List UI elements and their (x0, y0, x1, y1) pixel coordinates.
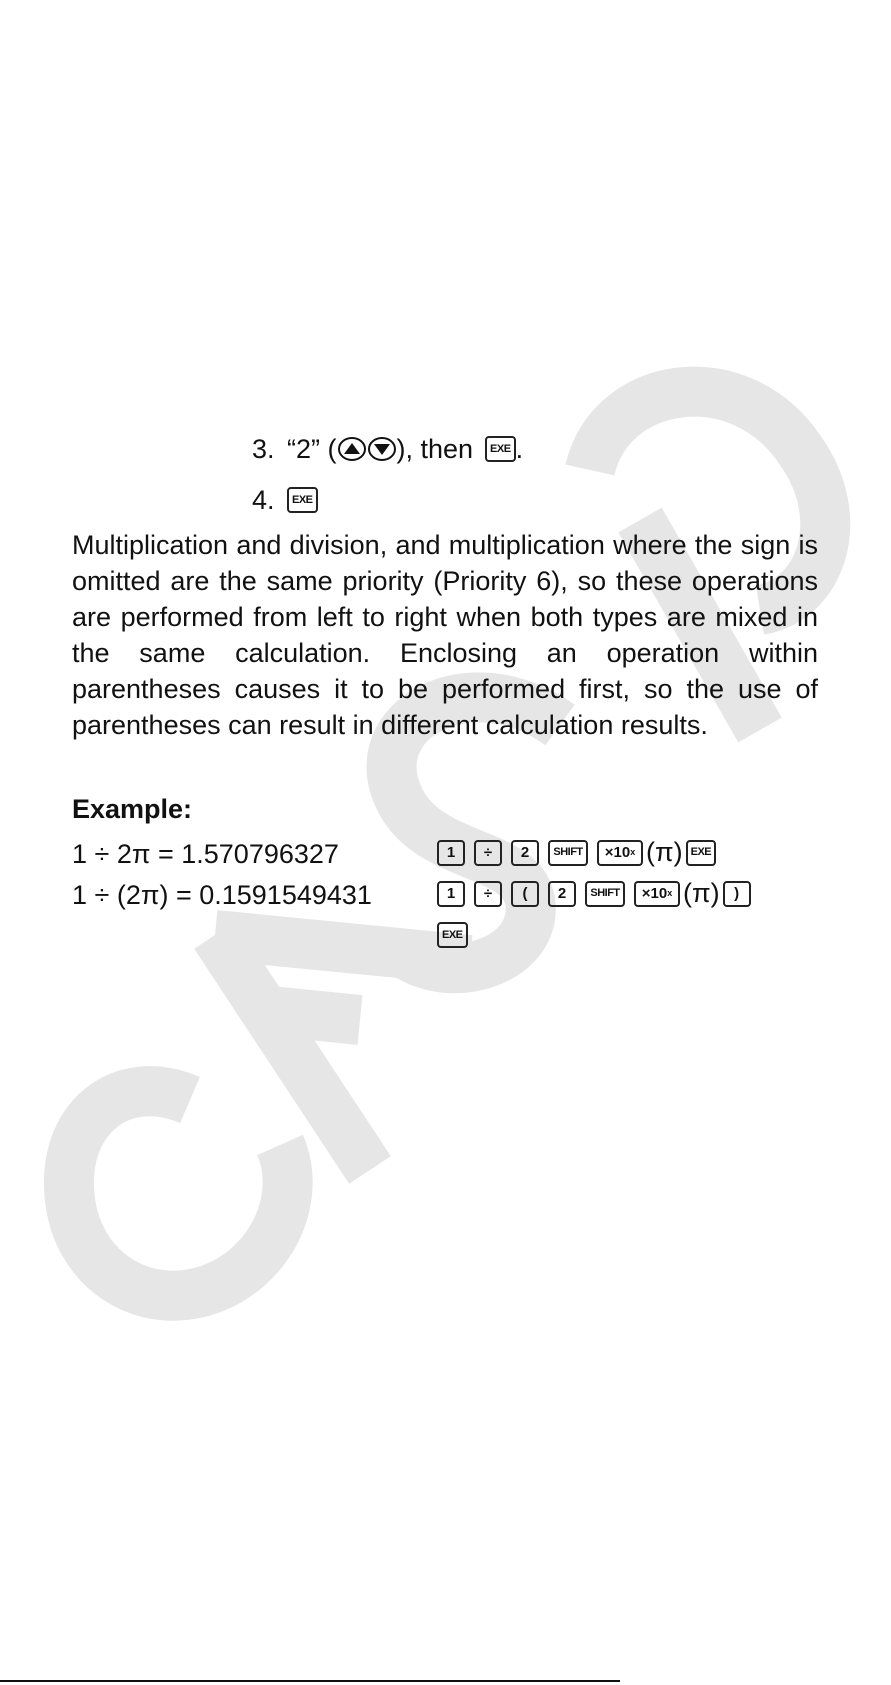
step-4 (252, 483, 318, 517)
exe-key-icon: EXE (686, 840, 717, 866)
exe-key-icon: EXE (287, 487, 318, 513)
example-heading: Example: (72, 794, 193, 824)
shift-key-icon: SHIFT (548, 840, 588, 866)
step-number: 4. (252, 485, 275, 515)
divide-key-icon: ÷ (474, 840, 502, 866)
body-paragraph: Multiplication and division, and multiplication where the sign is omitted are the same priority (Priority 6), so these operations are performed from left to right when both types are mixed in the same calculation. Enclosing an operation within parentheses causes it to be performed first, so the use of parentheses can result in different calculation results. (72, 530, 818, 740)
open-paren-key-icon: ( (511, 881, 539, 907)
pi-label: (π) (646, 837, 683, 867)
example-expression-2: 1 ÷ (2π) = 0.1591549431 (72, 880, 372, 910)
example-keys-2-continued (437, 922, 468, 948)
step-text-mid: ), then (396, 434, 474, 464)
page-footer-rule (0, 1680, 620, 1682)
close-paren-key-icon: ) (723, 881, 751, 907)
shift-key-icon: SHIFT (585, 881, 625, 907)
step-3 (252, 432, 523, 466)
x10-key-icon: ×10 x (634, 881, 680, 907)
example-keys-2 (437, 880, 751, 907)
key-1-icon: 1 (437, 840, 465, 866)
exe-key-icon: EXE (485, 436, 516, 462)
key-2-icon: 2 (548, 881, 576, 907)
up-arrow-key-icon (337, 434, 367, 464)
example-expression-1: 1 ÷ 2π = 1.570796327 (72, 839, 339, 869)
key-1-icon: 1 (437, 881, 465, 907)
pi-label: (π) (683, 878, 720, 908)
x10-key-icon: ×10 x (597, 840, 643, 866)
down-arrow-key-icon (367, 434, 397, 464)
step-text-pre: “2” ( (287, 434, 337, 464)
step-text-post: . (515, 434, 524, 464)
divide-key-icon: ÷ (474, 881, 502, 907)
exe-key-icon: EXE (437, 922, 468, 948)
key-2-icon: 2 (511, 840, 539, 866)
step-number: 3. (252, 434, 275, 464)
example-keys-1 (437, 839, 716, 866)
